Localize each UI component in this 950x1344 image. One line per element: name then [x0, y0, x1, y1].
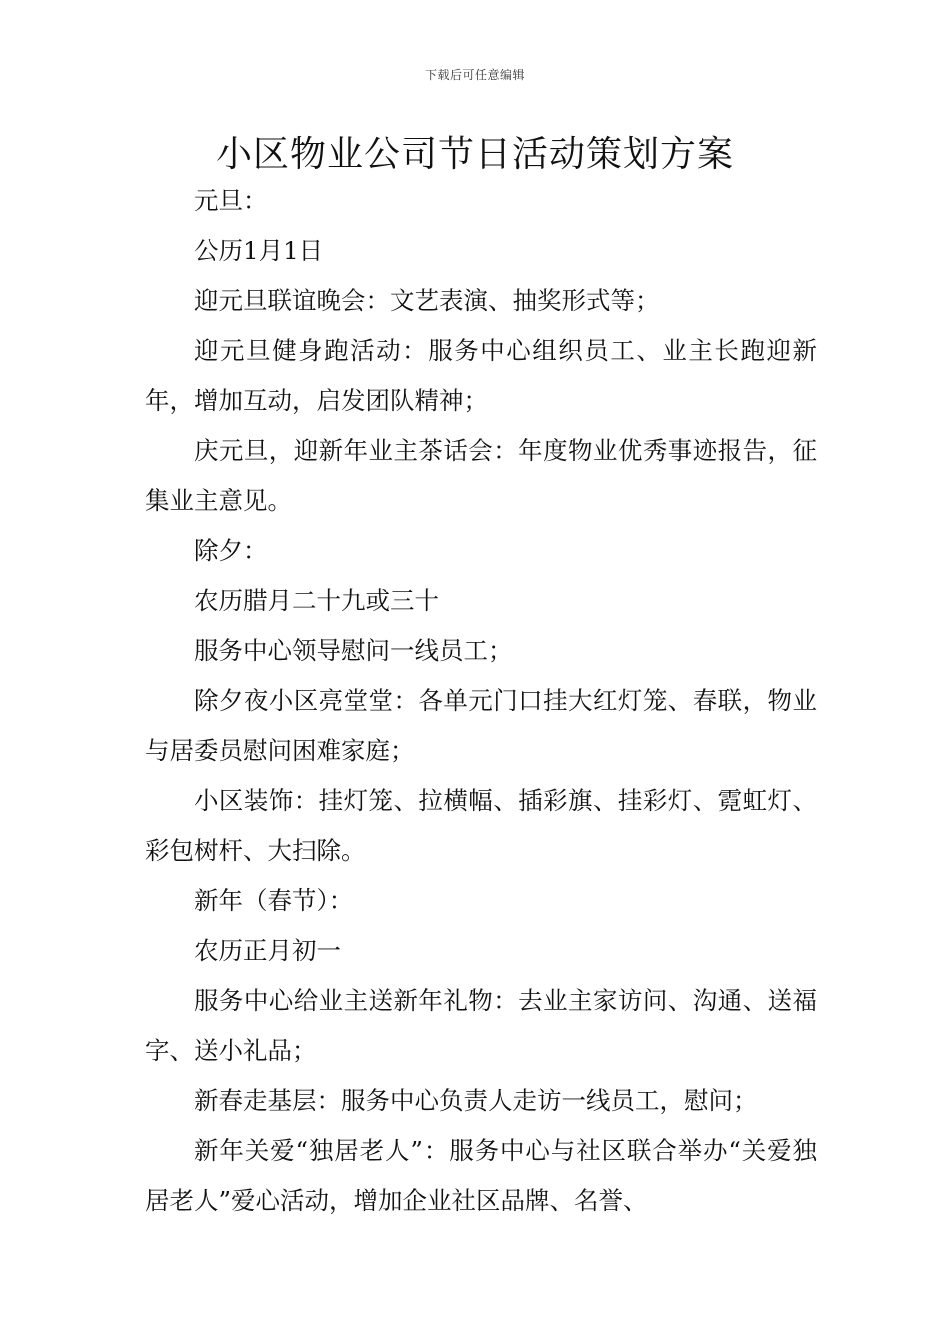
paragraph: 服务中心给业主送新年礼物：去业主家访问、沟通、送福字、送小礼品；	[145, 986, 817, 1065]
paragraph: 公历1月1日	[194, 236, 324, 265]
paragraph: 迎元旦健身跑活动：服务中心组织员工、业主长跑迎新年，增加互动，启发团队精神；	[145, 336, 817, 415]
paragraph: 新年关爱“独居老人”：服务中心与社区联合举办“关爱独居老人”爱心活动，增加企业社区品牌、名誉、	[145, 1136, 817, 1215]
paragraph: 农历正月初一	[194, 936, 341, 965]
paragraph: 新年（春节）：	[194, 886, 354, 915]
paragraph: 除夕夜小区亮堂堂：各单元门口挂大红灯笼、春联，物业与居委员慰问困难家庭；	[145, 686, 817, 765]
paragraph: 迎元旦联谊晚会：文艺表演、抽奖形式等；	[194, 286, 660, 315]
paragraph: 小区装饰：挂灯笼、拉横幅、插彩旗、挂彩灯、霓虹灯、彩包树杆、大扫除。	[145, 786, 817, 865]
paragraph: 服务中心领导慰问一线员工；	[194, 636, 513, 665]
document-title: 小区物业公司节日活动策划方案	[215, 134, 734, 175]
paragraph: 农历腊月二十九或三十	[194, 586, 439, 615]
document-body	[145, 176, 817, 1226]
header-note: 下载后可任意编辑	[424, 68, 525, 82]
paragraph: 庆元旦，迎新年业主茶话会：年度物业优秀事迹报告，征集业主意见。	[145, 436, 817, 515]
paragraph: 元旦：	[194, 186, 268, 215]
paragraph: 新春走基层：服务中心负责人走访一线员工，慰问；	[194, 1086, 758, 1115]
paragraph: 除夕：	[194, 536, 268, 565]
